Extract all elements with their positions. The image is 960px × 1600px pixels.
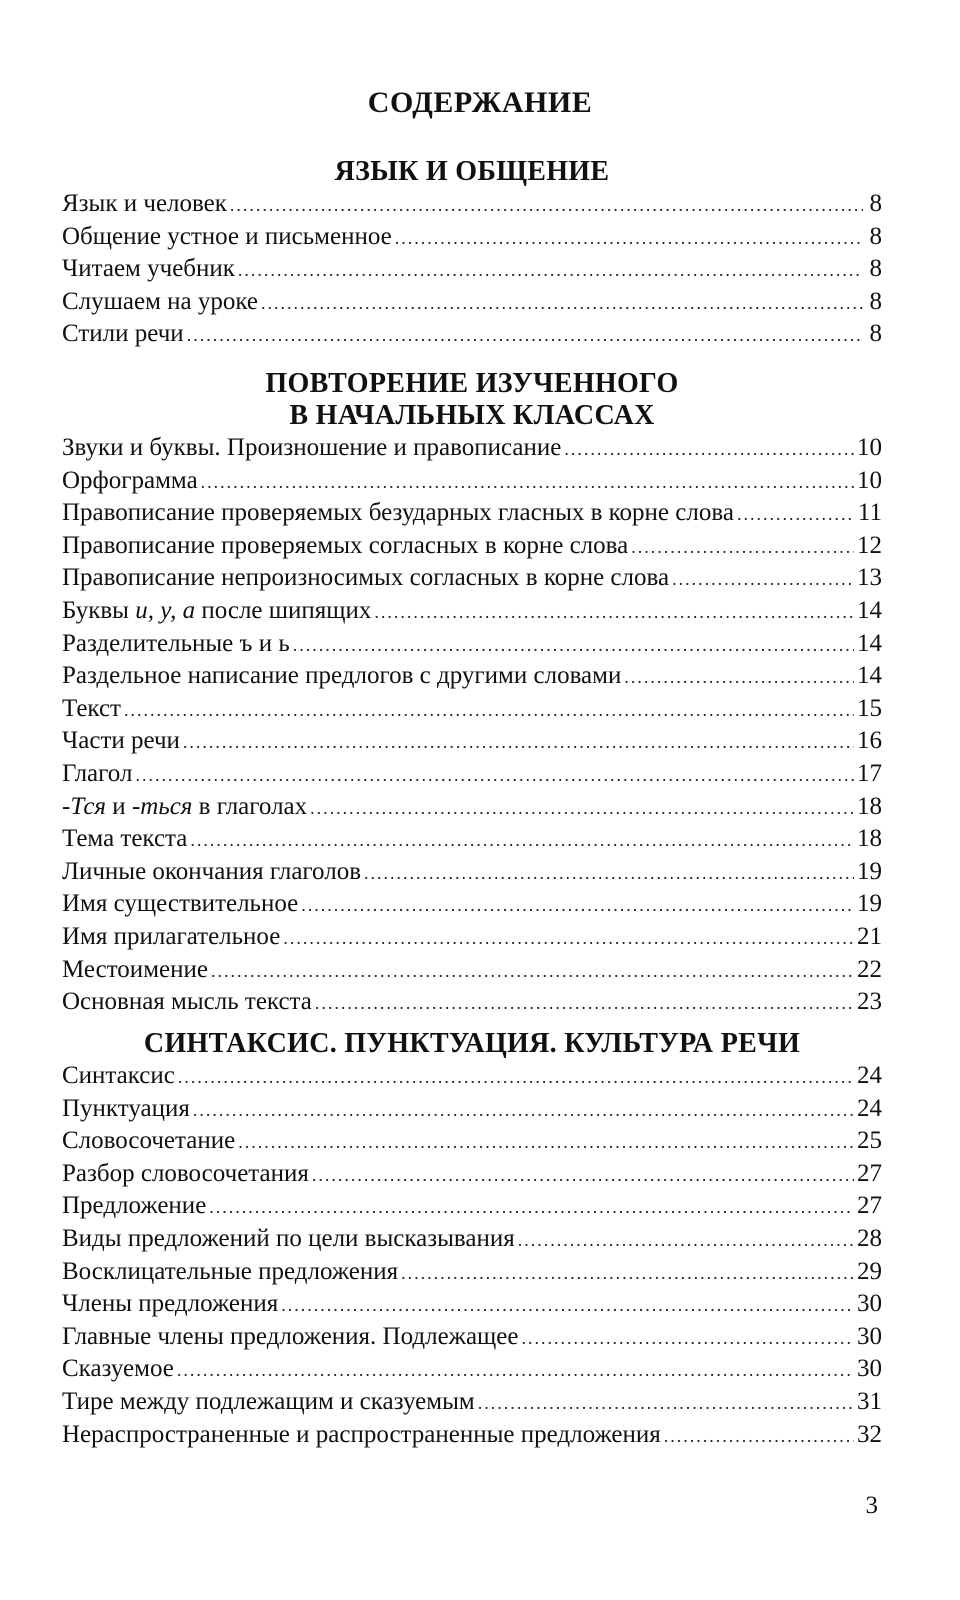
toc-entry xyxy=(62,497,882,530)
toc-entry-title: Слушаем на уроке xyxy=(62,287,259,315)
toc-entry-page: 24 xyxy=(857,1062,882,1089)
toc-entry-title-italic: -ться xyxy=(131,792,193,820)
toc-entry-page: 30 xyxy=(857,1322,882,1350)
toc-entry xyxy=(62,1288,882,1321)
toc-entry-page: 8 xyxy=(869,255,882,283)
toc-entry-title: Правописание проверяемых согласных в корне слова xyxy=(62,531,629,559)
toc-entry xyxy=(62,1353,882,1386)
toc-entry-page: 29 xyxy=(857,1257,882,1285)
toc-entry-title: Разбор словосочетания xyxy=(62,1159,309,1187)
toc-entry xyxy=(62,253,882,286)
leader-dots xyxy=(193,1094,854,1127)
toc-entry-title-italic: и, у, а xyxy=(135,596,196,624)
leader-dots xyxy=(211,955,854,988)
toc-entry xyxy=(62,1223,882,1256)
toc-entry-page: 22 xyxy=(857,955,882,983)
toc-entry xyxy=(62,1419,882,1452)
toc-entry-page: 8 xyxy=(869,190,882,217)
toc-entry-title: Разделительные ъ и ь xyxy=(62,629,290,657)
leader-dots xyxy=(310,792,854,825)
toc-entry-title-part: после шипящих xyxy=(195,596,372,624)
toc-entry xyxy=(62,1190,882,1223)
leader-dots xyxy=(564,433,854,466)
toc-entry-title xyxy=(62,595,371,628)
toc-entry-page: 19 xyxy=(857,857,882,885)
toc-entry-page: 11 xyxy=(857,499,882,527)
leader-dots xyxy=(135,759,854,792)
toc-entry-title: Правописание проверяемых безударных гласных в корне слова xyxy=(62,499,734,527)
section-review xyxy=(62,368,882,1019)
page-title: СОДЕРЖАНИЕ xyxy=(367,86,593,119)
toc-entry-page: 14 xyxy=(857,629,882,657)
toc-entry xyxy=(62,986,882,1019)
toc-entry-page: 14 xyxy=(857,662,882,690)
toc-entry xyxy=(62,791,882,824)
toc-entry xyxy=(62,286,882,319)
leader-dots xyxy=(201,466,854,499)
toc-entry-title: Раздельное написание предлогов с другими словами xyxy=(62,662,622,690)
toc-entry-title: Правописание непроизносимых согласных в корне слова xyxy=(62,564,670,592)
toc-entry-page: 30 xyxy=(857,1290,882,1318)
toc-entry xyxy=(62,758,882,791)
toc-entry-title: Главные члены предложения. Подлежащее xyxy=(62,1322,519,1350)
toc-entry-page: 27 xyxy=(857,1192,882,1220)
toc-entry xyxy=(62,1256,882,1289)
leader-dots xyxy=(364,857,854,890)
toc-entry-title: Звуки и буквы. Произношение и правописание xyxy=(62,434,562,461)
toc-entry xyxy=(62,318,882,351)
page-number: 3 xyxy=(865,1492,878,1519)
toc-entry-title: Имя существительное xyxy=(62,890,299,918)
toc-entry-page: 18 xyxy=(857,792,882,820)
toc-entry-page: 10 xyxy=(857,466,882,494)
toc-entry-title: Личные окончания глаголов xyxy=(62,857,361,885)
toc-entry xyxy=(62,1060,882,1093)
toc-entry-title: Нераспространенные и распространенные предложения xyxy=(62,1420,661,1448)
toc-entry xyxy=(62,856,882,889)
toc-list xyxy=(62,432,882,1019)
toc-entry xyxy=(62,725,882,758)
toc-entry-page: 21 xyxy=(857,922,882,950)
leader-dots xyxy=(187,319,863,352)
toc-entry-page: 18 xyxy=(857,825,882,853)
section-heading: ЯЗЫК И ОБЩЕНИЕ xyxy=(334,156,610,187)
toc-entry xyxy=(62,1386,882,1419)
toc-entry-title: Текст xyxy=(62,694,121,722)
toc-entry xyxy=(62,188,882,221)
toc-entry-page: 31 xyxy=(857,1387,882,1415)
toc-entry-title: Предложение xyxy=(62,1192,207,1220)
toc-list xyxy=(62,1060,882,1451)
toc-entry-title: Части речи xyxy=(62,727,180,755)
toc-entry xyxy=(62,921,882,954)
toc-entry-title-part: в глаголах xyxy=(192,792,308,820)
toc-entry-page: 27 xyxy=(857,1159,882,1187)
section-syntax-punctuation xyxy=(62,1028,882,1451)
toc-entry-page: 14 xyxy=(857,596,882,624)
leader-dots xyxy=(312,1159,854,1192)
toc-entry-title: Синтаксис xyxy=(62,1062,175,1089)
toc-entry xyxy=(62,595,882,628)
leader-dots xyxy=(664,1420,854,1453)
toc-entry-page: 32 xyxy=(857,1420,882,1448)
toc-entry-page: 8 xyxy=(869,287,882,315)
toc-entry-title-italic: -Тся xyxy=(62,792,107,820)
toc-entry-page: 28 xyxy=(857,1224,882,1252)
toc-entry xyxy=(62,693,882,726)
section-heading xyxy=(62,368,882,432)
leader-dots xyxy=(238,254,863,287)
leader-dots xyxy=(395,222,863,255)
toc-entry xyxy=(62,823,882,856)
toc-entry-title: Сказуемое xyxy=(62,1355,174,1383)
toc-entry xyxy=(62,562,882,595)
leader-dots xyxy=(624,661,854,694)
leader-dots xyxy=(293,629,854,662)
toc-entry xyxy=(62,628,882,661)
leader-dots xyxy=(401,1257,854,1290)
toc-entry-title: Словосочетание xyxy=(62,1127,236,1155)
toc-entry-title: Орфограмма xyxy=(62,466,198,494)
toc-entry-page: 8 xyxy=(869,222,882,250)
leader-dots xyxy=(374,596,854,629)
toc-entry-title: Восклицательные предложения xyxy=(62,1257,399,1285)
toc-entry xyxy=(62,221,882,254)
toc-entry-title: Члены предложения xyxy=(62,1290,279,1318)
section-heading: СИНТАКСИС. ПУНКТУАЦИЯ. КУЛЬТУРА РЕЧИ xyxy=(143,1028,801,1059)
leader-dots xyxy=(737,498,855,531)
toc-entry-title: Тире между подлежащим и сказуемым xyxy=(62,1387,475,1415)
toc-entry-title: Основная мысль текста xyxy=(62,988,312,1016)
toc-entry xyxy=(62,1125,882,1158)
leader-dots xyxy=(518,1224,854,1257)
section-heading-line: ПОВТОРЕНИЕ ИЗУЧЕННОГО xyxy=(265,368,679,399)
toc-entry-page: 13 xyxy=(857,564,882,592)
toc-entry xyxy=(62,465,882,498)
leader-dots xyxy=(301,889,854,922)
toc-entry xyxy=(62,954,882,987)
leader-dots xyxy=(238,1126,854,1159)
toc-entry-title: Имя прилагательное xyxy=(62,922,281,950)
toc-entry xyxy=(62,1321,882,1354)
leader-dots xyxy=(230,189,863,222)
toc-entry-page: 8 xyxy=(869,320,882,348)
toc-entry xyxy=(62,888,882,921)
toc-entry-title xyxy=(62,791,307,824)
leader-dots xyxy=(183,726,854,759)
leader-dots xyxy=(631,531,854,564)
toc-entry-page: 15 xyxy=(857,694,882,722)
toc-entry-title: Местоимение xyxy=(62,955,208,983)
toc-entry-title: Глагол xyxy=(62,759,133,787)
toc-entry-title: Пунктуация xyxy=(62,1094,190,1122)
leader-dots xyxy=(315,987,854,1020)
toc-entry-page: 16 xyxy=(857,727,882,755)
toc-entry-title: Общение устное и письменное xyxy=(62,222,392,250)
leader-dots xyxy=(283,922,854,955)
toc-entry-page: 17 xyxy=(857,759,882,787)
toc-entry-title-part: Буквы xyxy=(62,596,136,624)
leader-dots xyxy=(209,1191,854,1224)
leader-dots xyxy=(522,1322,855,1355)
leader-dots xyxy=(478,1387,854,1420)
toc-entry-page: 12 xyxy=(857,531,882,559)
toc-list xyxy=(62,188,882,351)
leader-dots xyxy=(672,563,854,596)
toc-entry-title: Виды предложений по цели высказывания xyxy=(62,1224,515,1252)
toc-entry-title: Читаем учебник xyxy=(62,255,235,283)
toc-entry xyxy=(62,1093,882,1126)
toc-entry-page: 24 xyxy=(857,1094,882,1122)
toc-entry xyxy=(62,660,882,693)
section-heading-line: В НАЧАЛЬНЫХ КЛАССАХ xyxy=(289,400,655,431)
leader-dots xyxy=(178,1061,854,1094)
toc-entry-page: 19 xyxy=(857,890,882,918)
toc-entry-page: 25 xyxy=(857,1127,882,1155)
toc-entry xyxy=(62,432,882,465)
section-language-communication xyxy=(62,156,882,351)
leader-dots xyxy=(124,694,854,727)
leader-dots xyxy=(281,1289,854,1322)
leader-dots xyxy=(190,824,854,857)
toc-entry-title-part: и xyxy=(106,792,132,820)
toc-entry-page: 30 xyxy=(857,1355,882,1383)
toc-entry-title: Стили речи xyxy=(62,320,184,348)
toc-entry-page: 23 xyxy=(857,988,882,1016)
toc-entry xyxy=(62,1158,882,1191)
leader-dots xyxy=(261,287,863,320)
toc-entry-page: 10 xyxy=(857,434,882,461)
toc-entry-title: Язык и человек xyxy=(62,190,227,217)
toc-entry-title: Тема текста xyxy=(62,825,188,853)
toc-entry xyxy=(62,530,882,563)
leader-dots xyxy=(177,1354,854,1387)
